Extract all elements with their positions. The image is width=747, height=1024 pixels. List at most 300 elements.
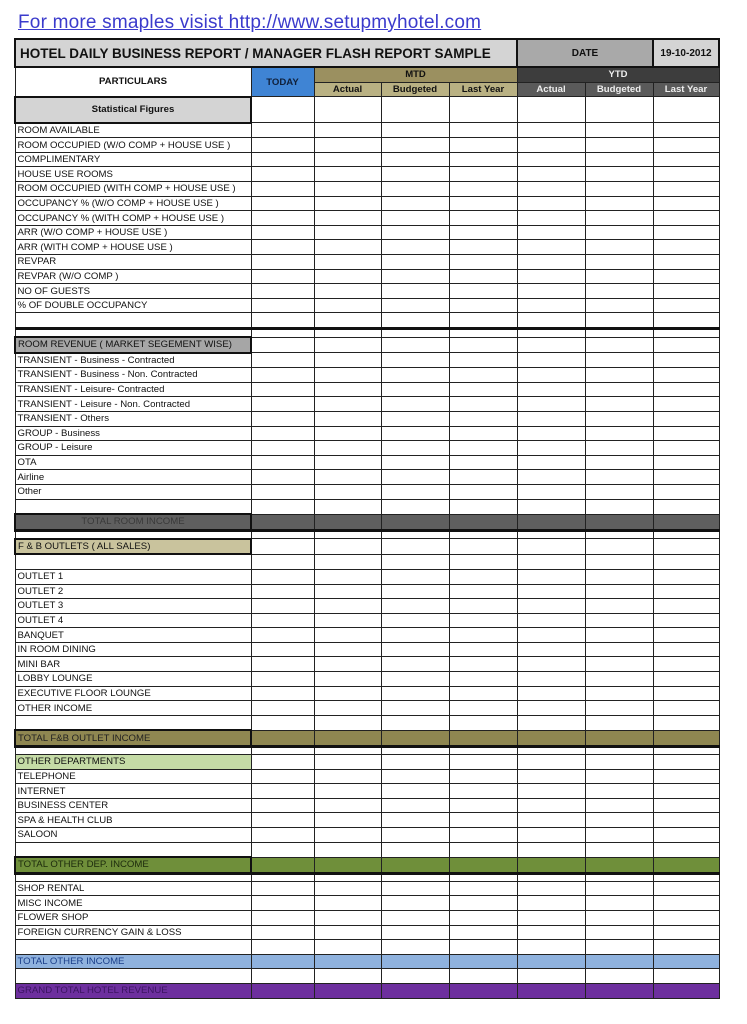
value-cell[interactable] bbox=[251, 784, 314, 799]
value-cell[interactable] bbox=[449, 798, 517, 813]
value-cell[interactable] bbox=[381, 225, 449, 240]
value-cell[interactable] bbox=[251, 167, 314, 182]
value-cell[interactable] bbox=[381, 313, 449, 329]
value-cell[interactable] bbox=[251, 484, 314, 499]
value-cell[interactable] bbox=[517, 167, 585, 182]
value-cell[interactable] bbox=[381, 514, 449, 530]
value-cell[interactable] bbox=[449, 298, 517, 313]
value-cell[interactable] bbox=[517, 910, 585, 925]
value-cell[interactable] bbox=[314, 484, 381, 499]
value-cell[interactable] bbox=[653, 686, 719, 701]
value-cell[interactable] bbox=[251, 397, 314, 412]
value-cell[interactable] bbox=[251, 470, 314, 485]
value-cell[interactable] bbox=[449, 828, 517, 843]
value-cell[interactable] bbox=[314, 584, 381, 599]
value-cell[interactable] bbox=[517, 152, 585, 167]
value-cell[interactable] bbox=[585, 539, 653, 555]
value-cell[interactable] bbox=[381, 813, 449, 828]
value-cell[interactable] bbox=[449, 499, 517, 514]
value-cell[interactable] bbox=[251, 969, 314, 984]
value-cell[interactable] bbox=[449, 628, 517, 643]
value-cell[interactable] bbox=[653, 240, 719, 255]
value-cell[interactable] bbox=[251, 411, 314, 426]
value-cell[interactable] bbox=[381, 881, 449, 896]
value-cell[interactable] bbox=[251, 881, 314, 896]
value-cell[interactable] bbox=[449, 514, 517, 530]
value-cell[interactable] bbox=[585, 828, 653, 843]
value-cell[interactable] bbox=[314, 97, 381, 123]
value-cell[interactable] bbox=[653, 411, 719, 426]
value-cell[interactable] bbox=[653, 715, 719, 730]
value-cell[interactable] bbox=[449, 969, 517, 984]
value-cell[interactable] bbox=[585, 628, 653, 643]
value-cell[interactable] bbox=[381, 925, 449, 940]
value-cell[interactable] bbox=[251, 599, 314, 614]
value-cell[interactable] bbox=[653, 599, 719, 614]
value-cell[interactable] bbox=[585, 672, 653, 687]
value-cell[interactable] bbox=[251, 584, 314, 599]
value-cell[interactable] bbox=[449, 167, 517, 182]
value-cell[interactable] bbox=[251, 657, 314, 672]
value-cell[interactable] bbox=[381, 672, 449, 687]
value-cell[interactable] bbox=[653, 983, 719, 998]
value-cell[interactable] bbox=[585, 455, 653, 470]
value-cell[interactable] bbox=[653, 455, 719, 470]
value-cell[interactable] bbox=[381, 426, 449, 441]
value-cell[interactable] bbox=[653, 368, 719, 383]
value-cell[interactable] bbox=[449, 896, 517, 911]
value-cell[interactable] bbox=[585, 769, 653, 784]
value-cell[interactable] bbox=[517, 397, 585, 412]
value-cell[interactable] bbox=[449, 152, 517, 167]
value-cell[interactable] bbox=[251, 628, 314, 643]
value-cell[interactable] bbox=[381, 539, 449, 555]
value-cell[interactable] bbox=[251, 298, 314, 313]
value-cell[interactable] bbox=[449, 925, 517, 940]
value-cell[interactable] bbox=[381, 642, 449, 657]
value-cell[interactable] bbox=[381, 686, 449, 701]
value-cell[interactable] bbox=[251, 857, 314, 873]
value-cell[interactable] bbox=[653, 225, 719, 240]
value-cell[interactable] bbox=[251, 730, 314, 746]
value-cell[interactable] bbox=[653, 910, 719, 925]
value-cell[interactable] bbox=[251, 255, 314, 270]
value-cell[interactable] bbox=[653, 784, 719, 799]
value-cell[interactable] bbox=[381, 499, 449, 514]
value-cell[interactable] bbox=[449, 255, 517, 270]
value-cell[interactable] bbox=[517, 269, 585, 284]
value-cell[interactable] bbox=[251, 715, 314, 730]
value-cell[interactable] bbox=[585, 514, 653, 530]
value-cell[interactable] bbox=[381, 715, 449, 730]
value-cell[interactable] bbox=[585, 857, 653, 873]
value-cell[interactable] bbox=[449, 613, 517, 628]
value-cell[interactable] bbox=[314, 642, 381, 657]
value-cell[interactable] bbox=[381, 940, 449, 955]
value-cell[interactable] bbox=[251, 240, 314, 255]
value-cell[interactable] bbox=[653, 954, 719, 969]
value-cell[interactable] bbox=[381, 857, 449, 873]
value-cell[interactable] bbox=[517, 642, 585, 657]
value-cell[interactable] bbox=[381, 755, 449, 770]
value-cell[interactable] bbox=[517, 715, 585, 730]
value-cell[interactable] bbox=[449, 755, 517, 770]
value-cell[interactable] bbox=[381, 211, 449, 226]
value-cell[interactable] bbox=[381, 182, 449, 197]
value-cell[interactable] bbox=[251, 910, 314, 925]
value-cell[interactable] bbox=[314, 569, 381, 584]
value-cell[interactable] bbox=[585, 182, 653, 197]
value-cell[interactable] bbox=[314, 313, 381, 329]
value-cell[interactable] bbox=[585, 983, 653, 998]
value-cell[interactable] bbox=[314, 672, 381, 687]
value-cell[interactable] bbox=[585, 255, 653, 270]
value-cell[interactable] bbox=[585, 954, 653, 969]
value-cell[interactable] bbox=[251, 368, 314, 383]
value-cell[interactable] bbox=[314, 411, 381, 426]
value-cell[interactable] bbox=[585, 813, 653, 828]
value-cell[interactable] bbox=[314, 455, 381, 470]
value-cell[interactable] bbox=[314, 910, 381, 925]
value-cell[interactable] bbox=[381, 657, 449, 672]
value-cell[interactable] bbox=[585, 382, 653, 397]
value-cell[interactable] bbox=[381, 828, 449, 843]
value-cell[interactable] bbox=[653, 514, 719, 530]
value-cell[interactable] bbox=[314, 813, 381, 828]
value-cell[interactable] bbox=[517, 925, 585, 940]
value-cell[interactable] bbox=[314, 828, 381, 843]
value-cell[interactable] bbox=[517, 499, 585, 514]
value-cell[interactable] bbox=[653, 569, 719, 584]
value-cell[interactable] bbox=[314, 539, 381, 555]
value-cell[interactable] bbox=[585, 152, 653, 167]
value-cell[interactable] bbox=[251, 539, 314, 555]
value-cell[interactable] bbox=[449, 397, 517, 412]
value-cell[interactable] bbox=[251, 97, 314, 123]
value-cell[interactable] bbox=[517, 828, 585, 843]
value-cell[interactable] bbox=[449, 686, 517, 701]
value-cell[interactable] bbox=[381, 196, 449, 211]
value-cell[interactable] bbox=[653, 813, 719, 828]
value-cell[interactable] bbox=[314, 514, 381, 530]
value-cell[interactable] bbox=[449, 715, 517, 730]
value-cell[interactable] bbox=[381, 983, 449, 998]
value-cell[interactable] bbox=[653, 613, 719, 628]
value-cell[interactable] bbox=[314, 382, 381, 397]
value-cell[interactable] bbox=[653, 152, 719, 167]
value-cell[interactable] bbox=[251, 813, 314, 828]
value-cell[interactable] bbox=[251, 954, 314, 969]
value-cell[interactable] bbox=[653, 337, 719, 353]
value-cell[interactable] bbox=[381, 896, 449, 911]
value-cell[interactable] bbox=[251, 613, 314, 628]
value-cell[interactable] bbox=[251, 313, 314, 329]
value-cell[interactable] bbox=[585, 730, 653, 746]
value-cell[interactable] bbox=[585, 337, 653, 353]
value-cell[interactable] bbox=[585, 910, 653, 925]
value-cell[interactable] bbox=[585, 499, 653, 514]
value-cell[interactable] bbox=[314, 337, 381, 353]
value-cell[interactable] bbox=[449, 554, 517, 569]
value-cell[interactable] bbox=[517, 382, 585, 397]
value-cell[interactable] bbox=[517, 196, 585, 211]
value-cell[interactable] bbox=[314, 657, 381, 672]
value-cell[interactable] bbox=[381, 167, 449, 182]
value-cell[interactable] bbox=[449, 539, 517, 555]
value-cell[interactable] bbox=[653, 554, 719, 569]
value-cell[interactable] bbox=[653, 940, 719, 955]
value-cell[interactable] bbox=[517, 255, 585, 270]
value-cell[interactable] bbox=[585, 798, 653, 813]
value-cell[interactable] bbox=[517, 969, 585, 984]
value-cell[interactable] bbox=[653, 642, 719, 657]
value-cell[interactable] bbox=[381, 701, 449, 716]
value-cell[interactable] bbox=[653, 672, 719, 687]
value-cell[interactable] bbox=[449, 182, 517, 197]
value-cell[interactable] bbox=[653, 167, 719, 182]
value-cell[interactable] bbox=[314, 426, 381, 441]
value-cell[interactable] bbox=[314, 269, 381, 284]
value-cell[interactable] bbox=[449, 313, 517, 329]
value-cell[interactable] bbox=[381, 470, 449, 485]
value-cell[interactable] bbox=[585, 715, 653, 730]
value-cell[interactable] bbox=[314, 769, 381, 784]
value-cell[interactable] bbox=[314, 881, 381, 896]
value-cell[interactable] bbox=[251, 755, 314, 770]
value-cell[interactable] bbox=[585, 701, 653, 716]
value-cell[interactable] bbox=[517, 182, 585, 197]
value-cell[interactable] bbox=[653, 97, 719, 123]
value-cell[interactable] bbox=[517, 896, 585, 911]
value-cell[interactable] bbox=[314, 123, 381, 138]
value-cell[interactable] bbox=[381, 842, 449, 857]
value-cell[interactable] bbox=[449, 881, 517, 896]
value-cell[interactable] bbox=[381, 969, 449, 984]
value-cell[interactable] bbox=[251, 182, 314, 197]
value-cell[interactable] bbox=[251, 554, 314, 569]
value-cell[interactable] bbox=[517, 784, 585, 799]
value-cell[interactable] bbox=[653, 397, 719, 412]
value-cell[interactable] bbox=[449, 569, 517, 584]
value-cell[interactable] bbox=[449, 599, 517, 614]
value-cell[interactable] bbox=[585, 686, 653, 701]
value-cell[interactable] bbox=[653, 925, 719, 940]
value-cell[interactable] bbox=[449, 857, 517, 873]
value-cell[interactable] bbox=[653, 584, 719, 599]
value-cell[interactable] bbox=[449, 284, 517, 299]
value-cell[interactable] bbox=[517, 368, 585, 383]
value-cell[interactable] bbox=[314, 954, 381, 969]
value-cell[interactable] bbox=[517, 298, 585, 313]
value-cell[interactable] bbox=[381, 613, 449, 628]
value-cell[interactable] bbox=[517, 628, 585, 643]
value-cell[interactable] bbox=[585, 925, 653, 940]
value-cell[interactable] bbox=[653, 284, 719, 299]
value-cell[interactable] bbox=[449, 657, 517, 672]
value-cell[interactable] bbox=[449, 337, 517, 353]
value-cell[interactable] bbox=[449, 411, 517, 426]
value-cell[interactable] bbox=[251, 940, 314, 955]
value-cell[interactable] bbox=[251, 642, 314, 657]
value-cell[interactable] bbox=[381, 138, 449, 153]
value-cell[interactable] bbox=[251, 269, 314, 284]
value-cell[interactable] bbox=[251, 514, 314, 530]
value-cell[interactable] bbox=[517, 138, 585, 153]
value-cell[interactable] bbox=[585, 842, 653, 857]
value-cell[interactable] bbox=[314, 599, 381, 614]
value-cell[interactable] bbox=[314, 613, 381, 628]
value-cell[interactable] bbox=[585, 368, 653, 383]
value-cell[interactable] bbox=[449, 240, 517, 255]
value-cell[interactable] bbox=[381, 628, 449, 643]
value-cell[interactable] bbox=[653, 730, 719, 746]
value-cell[interactable] bbox=[517, 211, 585, 226]
value-cell[interactable] bbox=[314, 152, 381, 167]
value-cell[interactable] bbox=[653, 857, 719, 873]
value-cell[interactable] bbox=[585, 211, 653, 226]
value-cell[interactable] bbox=[517, 842, 585, 857]
value-cell[interactable] bbox=[314, 983, 381, 998]
value-cell[interactable] bbox=[314, 715, 381, 730]
value-cell[interactable] bbox=[251, 382, 314, 397]
value-cell[interactable] bbox=[449, 842, 517, 857]
value-cell[interactable] bbox=[314, 138, 381, 153]
value-cell[interactable] bbox=[653, 353, 719, 368]
value-cell[interactable] bbox=[517, 672, 585, 687]
value-cell[interactable] bbox=[449, 769, 517, 784]
value-cell[interactable] bbox=[251, 426, 314, 441]
value-cell[interactable] bbox=[251, 284, 314, 299]
value-cell[interactable] bbox=[585, 269, 653, 284]
value-cell[interactable] bbox=[517, 701, 585, 716]
value-cell[interactable] bbox=[251, 455, 314, 470]
value-cell[interactable] bbox=[251, 842, 314, 857]
value-cell[interactable] bbox=[251, 225, 314, 240]
value-cell[interactable] bbox=[381, 255, 449, 270]
value-cell[interactable] bbox=[653, 842, 719, 857]
value-cell[interactable] bbox=[585, 484, 653, 499]
value-cell[interactable] bbox=[517, 484, 585, 499]
value-cell[interactable] bbox=[585, 353, 653, 368]
value-cell[interactable] bbox=[517, 857, 585, 873]
value-cell[interactable] bbox=[449, 470, 517, 485]
value-cell[interactable] bbox=[585, 123, 653, 138]
value-cell[interactable] bbox=[585, 167, 653, 182]
value-cell[interactable] bbox=[585, 881, 653, 896]
value-cell[interactable] bbox=[653, 969, 719, 984]
value-cell[interactable] bbox=[251, 123, 314, 138]
value-cell[interactable] bbox=[653, 313, 719, 329]
value-cell[interactable] bbox=[251, 441, 314, 456]
value-cell[interactable] bbox=[381, 599, 449, 614]
value-cell[interactable] bbox=[585, 554, 653, 569]
value-cell[interactable] bbox=[314, 842, 381, 857]
value-cell[interactable] bbox=[314, 896, 381, 911]
value-cell[interactable] bbox=[585, 784, 653, 799]
value-cell[interactable] bbox=[449, 368, 517, 383]
value-cell[interactable] bbox=[585, 642, 653, 657]
value-cell[interactable] bbox=[517, 240, 585, 255]
value-cell[interactable] bbox=[251, 925, 314, 940]
value-cell[interactable] bbox=[653, 484, 719, 499]
value-cell[interactable] bbox=[585, 298, 653, 313]
value-cell[interactable] bbox=[449, 910, 517, 925]
value-cell[interactable] bbox=[381, 584, 449, 599]
value-cell[interactable] bbox=[653, 769, 719, 784]
value-cell[interactable] bbox=[653, 701, 719, 716]
value-cell[interactable] bbox=[517, 730, 585, 746]
value-cell[interactable] bbox=[449, 225, 517, 240]
value-cell[interactable] bbox=[314, 298, 381, 313]
value-cell[interactable] bbox=[585, 896, 653, 911]
value-cell[interactable] bbox=[517, 954, 585, 969]
value-cell[interactable] bbox=[381, 769, 449, 784]
value-cell[interactable] bbox=[314, 686, 381, 701]
value-cell[interactable] bbox=[517, 755, 585, 770]
value-cell[interactable] bbox=[314, 470, 381, 485]
value-cell[interactable] bbox=[449, 426, 517, 441]
value-cell[interactable] bbox=[381, 123, 449, 138]
value-cell[interactable] bbox=[517, 470, 585, 485]
value-cell[interactable] bbox=[585, 940, 653, 955]
value-cell[interactable] bbox=[449, 730, 517, 746]
value-cell[interactable] bbox=[653, 196, 719, 211]
value-cell[interactable] bbox=[585, 969, 653, 984]
value-cell[interactable] bbox=[517, 97, 585, 123]
value-cell[interactable] bbox=[381, 569, 449, 584]
value-cell[interactable] bbox=[653, 798, 719, 813]
value-cell[interactable] bbox=[517, 798, 585, 813]
value-cell[interactable] bbox=[449, 123, 517, 138]
value-cell[interactable] bbox=[314, 628, 381, 643]
value-cell[interactable] bbox=[653, 123, 719, 138]
value-cell[interactable] bbox=[449, 211, 517, 226]
value-cell[interactable] bbox=[314, 225, 381, 240]
value-cell[interactable] bbox=[381, 411, 449, 426]
value-cell[interactable] bbox=[517, 353, 585, 368]
value-cell[interactable] bbox=[517, 769, 585, 784]
value-cell[interactable] bbox=[381, 269, 449, 284]
value-cell[interactable] bbox=[449, 353, 517, 368]
value-cell[interactable] bbox=[314, 499, 381, 514]
value-cell[interactable] bbox=[585, 657, 653, 672]
value-cell[interactable] bbox=[314, 284, 381, 299]
value-cell[interactable] bbox=[517, 983, 585, 998]
value-cell[interactable] bbox=[517, 411, 585, 426]
value-cell[interactable] bbox=[314, 701, 381, 716]
value-cell[interactable] bbox=[251, 769, 314, 784]
value-cell[interactable] bbox=[381, 554, 449, 569]
value-cell[interactable] bbox=[251, 353, 314, 368]
value-cell[interactable] bbox=[585, 284, 653, 299]
value-cell[interactable] bbox=[314, 925, 381, 940]
value-cell[interactable] bbox=[314, 784, 381, 799]
value-cell[interactable] bbox=[251, 672, 314, 687]
value-cell[interactable] bbox=[381, 784, 449, 799]
value-cell[interactable] bbox=[653, 628, 719, 643]
value-cell[interactable] bbox=[251, 196, 314, 211]
value-cell[interactable] bbox=[585, 441, 653, 456]
value-cell[interactable] bbox=[517, 514, 585, 530]
value-cell[interactable] bbox=[314, 857, 381, 873]
value-cell[interactable] bbox=[314, 969, 381, 984]
value-cell[interactable] bbox=[251, 499, 314, 514]
value-cell[interactable] bbox=[314, 196, 381, 211]
value-cell[interactable] bbox=[517, 441, 585, 456]
value-cell[interactable] bbox=[449, 484, 517, 499]
value-cell[interactable] bbox=[449, 441, 517, 456]
value-cell[interactable] bbox=[585, 584, 653, 599]
